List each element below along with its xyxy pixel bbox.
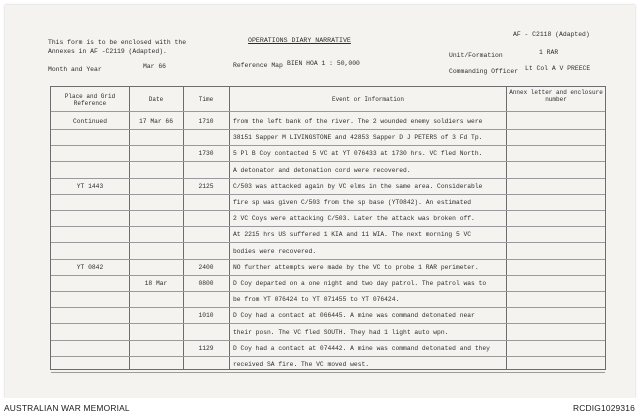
cell-event: received SA fire. The VC moved west. bbox=[233, 361, 370, 368]
cell-event: 38151 Sapper M LIVINGSTONE and 42853 Sapper D J PETERS of 3 Fd Tp. bbox=[233, 134, 483, 142]
column-header-place: Place and Grid Reference bbox=[64, 93, 116, 107]
cell-event: their posn. The VC fled SOUTH. They had 1 light auto wpn. bbox=[233, 328, 449, 336]
cell-event: A detonator and detonation cord were recovered. bbox=[233, 166, 411, 174]
commanding-officer-label: Commanding Officer bbox=[449, 68, 519, 75]
enclosure-note-line2: Annexes in AF -C2119 (Adapted). bbox=[48, 48, 167, 55]
cell-time: 0800 bbox=[198, 280, 214, 287]
enclosure-note-line1: This form is to be enclosed with the bbox=[48, 39, 187, 46]
column-header-annex: Annex letter and enclosure number bbox=[509, 89, 603, 103]
cell-place: YT 0842 bbox=[76, 263, 104, 271]
cell-event: D Coy had a contact at 066445. A mine was command detonated near bbox=[233, 312, 475, 320]
cell-date: 17 Mar 66 bbox=[138, 118, 173, 125]
column-header-time: Time bbox=[198, 96, 214, 103]
form-id: AF - C2118 (Adapted) bbox=[513, 31, 590, 38]
cell-event: 2 VC Coys were attacking C/503. Later the attack was broken off. bbox=[233, 215, 475, 223]
cell-time: 1730 bbox=[198, 150, 214, 158]
cell-place: Continued bbox=[72, 118, 107, 125]
cell-event: D Coy had a contact at 074442. A mine was command detonated and they bbox=[233, 344, 490, 352]
cell-event: 5 Pl B Coy contacted 5 VC at YT 076433 at 1730 hrs. VC fled North. bbox=[233, 150, 483, 158]
cell-time: 1710 bbox=[198, 118, 214, 125]
header-rule bbox=[51, 111, 605, 112]
cell-event: C/503 was attacked again by VC elms in the same area. Considerable bbox=[233, 182, 483, 190]
diary-table bbox=[50, 86, 606, 370]
cell-time: 2125 bbox=[198, 182, 214, 190]
cell-time: 1010 bbox=[198, 312, 214, 320]
column-header-event: Event or Information bbox=[331, 96, 404, 103]
cell-time: 1129 bbox=[198, 344, 214, 352]
cell-place: YT 1443 bbox=[76, 182, 104, 190]
reference-map-value: BIEN HOA 1 : 50,000 bbox=[287, 60, 360, 67]
cell-time: 2400 bbox=[198, 263, 214, 271]
cell-event: bodies were recovered. bbox=[233, 247, 317, 255]
unit-label: Unit/Formation bbox=[449, 52, 503, 59]
commanding-officer-value: Lt Col A V PREECE bbox=[525, 65, 591, 72]
month-year-label: Month and Year bbox=[48, 66, 102, 73]
cell-event: from the left bank of the river. The 2 wounded enemy soldiers were bbox=[233, 118, 483, 125]
page-title: OPERATIONS DIARY NARRATIVE bbox=[248, 37, 351, 44]
archive-footer bbox=[0, 398, 640, 416]
cell-event: At 2215 hrs US suffered 1 KIA and 11 WIA. The next morning 5 VC bbox=[233, 231, 472, 239]
archive-name: AUSTRALIAN WAR MEMORIAL bbox=[4, 403, 130, 413]
reference-map-label: Reference Map bbox=[233, 62, 283, 69]
column-header-date: Date bbox=[148, 96, 164, 103]
row-rule bbox=[51, 372, 605, 373]
cell-event: D Coy departed on a one night and two day patrol. The patrol was to bbox=[233, 280, 487, 287]
cell-event: be from YT 076424 to YT 071455 to YT 076424. bbox=[233, 296, 400, 304]
cell-date: 18 Mar bbox=[144, 280, 168, 287]
cell-event: fire sp was given C/503 from the sp base (YT0842). An estimated bbox=[233, 199, 472, 206]
cell-event: NO further attempts were made by the VC to probe 1 RAR perimeter. bbox=[233, 263, 479, 271]
record-id: RCDIG1029316 bbox=[573, 403, 635, 413]
month-year-value: Mar 66 bbox=[143, 63, 167, 70]
unit-value: 1 RAR bbox=[539, 49, 559, 56]
table-row bbox=[51, 356, 605, 375]
